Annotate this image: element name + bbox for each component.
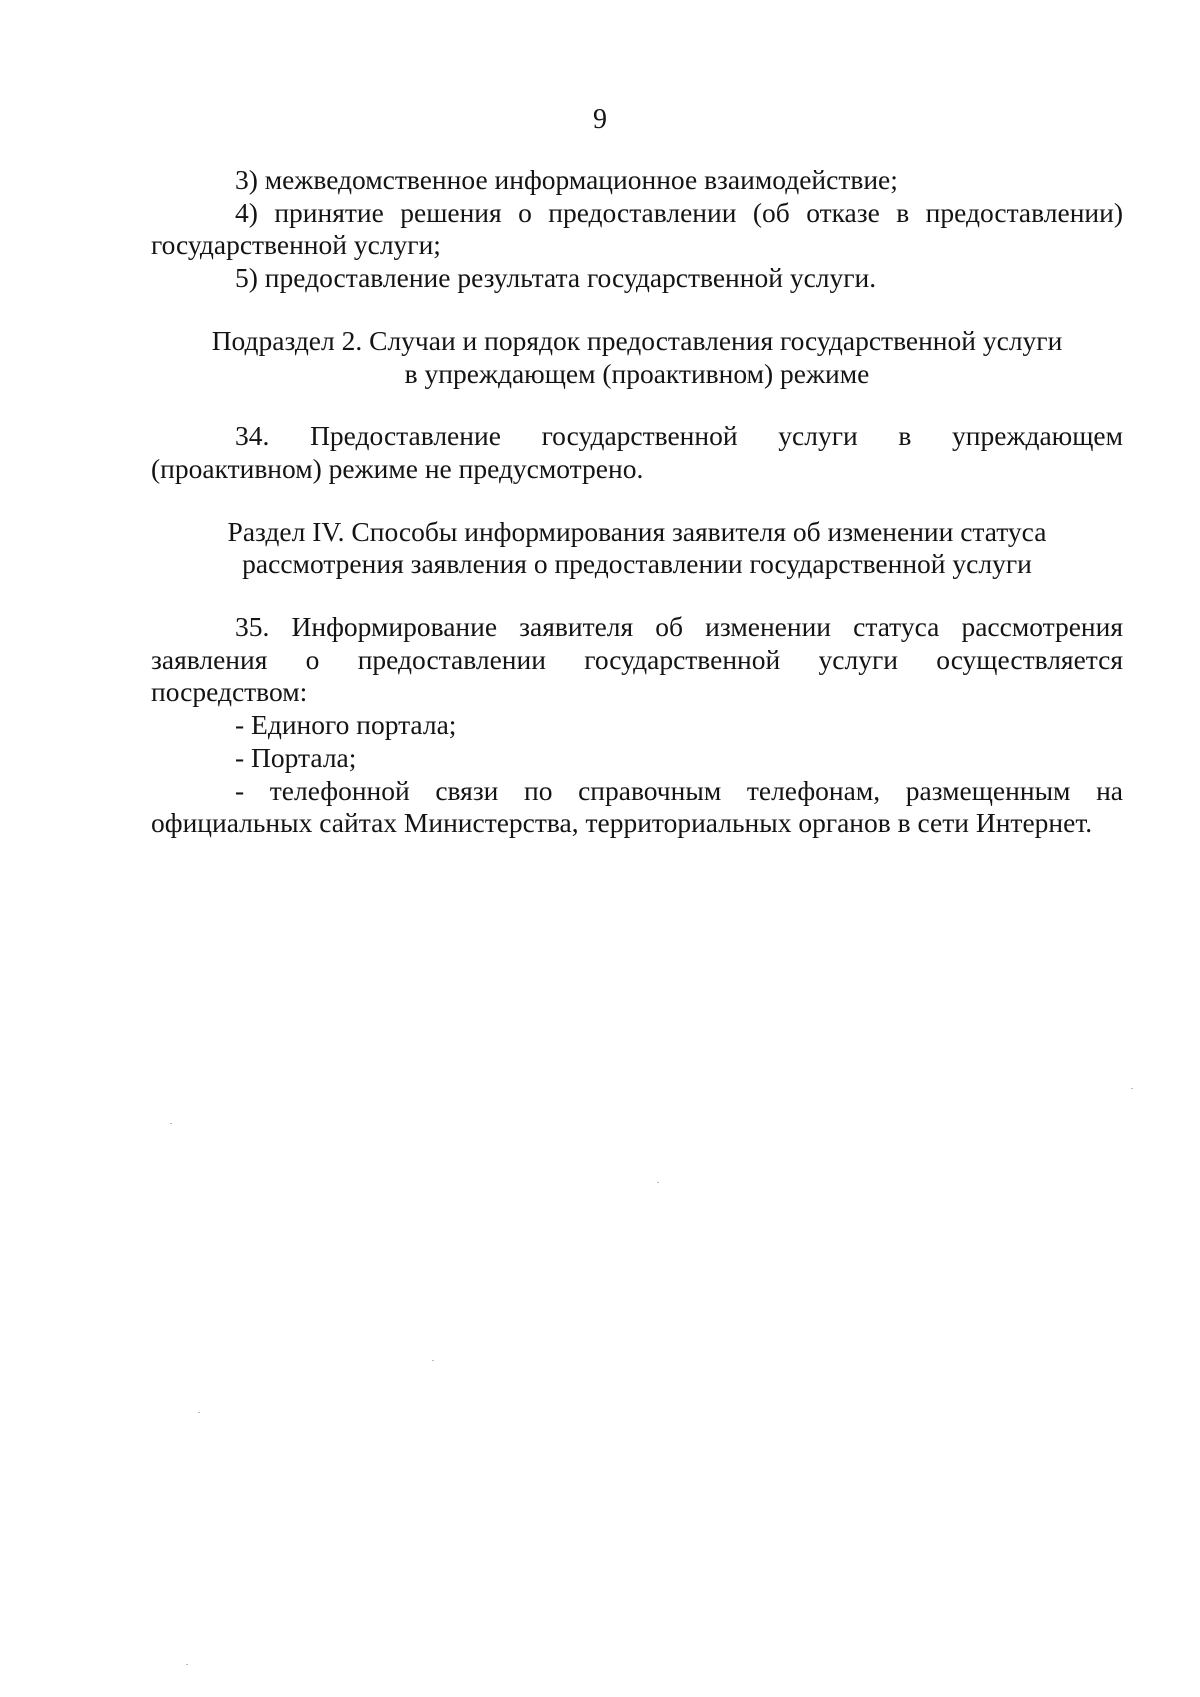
scan-speck bbox=[170, 1123, 172, 1124]
list-item-4: 4) принятие решения о предоставлении (об отказе в предоставлении) государственной услуги; bbox=[151, 196, 1123, 261]
list-item-3: 3) межведомственное информационное взаимодействие; bbox=[235, 164, 898, 195]
page-number: 9 bbox=[593, 104, 607, 135]
section-4-heading-line-1: Раздел IV. Способы информирования заявителя об изменении статуса bbox=[227, 515, 1047, 547]
subsection-2-heading-line-2: в упреждающем (проактивном) режиме bbox=[404, 357, 870, 389]
scan-speck bbox=[1131, 1088, 1133, 1089]
scan-speck bbox=[657, 1182, 659, 1183]
scan-speck bbox=[198, 1412, 200, 1413]
paragraph-34: 34. Предоставление государственной услуги в упреждающем (проактивном) режиме не предусмотрено. bbox=[151, 420, 1123, 484]
subsection-2-heading bbox=[151, 325, 1123, 390]
paragraph-35-item-2: - Портала; bbox=[235, 741, 357, 773]
scan-speck bbox=[432, 1360, 434, 1361]
scan-speck bbox=[186, 1664, 188, 1665]
paragraph-35-item-3: - телефонной связи по справочным телефонам, размещенным на официальных сайтах Министерства, территориальных органов в сети Интернет. bbox=[151, 774, 1123, 839]
list-item-5: 5) предоставление результата государственной услуги. bbox=[235, 262, 877, 294]
section-4-heading-line-2: рассмотрения заявления о предоставлении государственной услуги bbox=[242, 548, 1032, 580]
paragraph-35-intro: 35. Информирование заявителя об изменении статуса рассмотрения заявления о предоставлении государственной услуги осуществляется посредством: bbox=[151, 611, 1123, 708]
subsection-2-heading-line-1: Подраздел 2. Случаи и порядок предоставления государственной услуги bbox=[211, 324, 1063, 356]
page-content bbox=[151, 164, 1123, 840]
paragraph-35-item-1: - Единого портала; bbox=[235, 709, 457, 741]
section-4-heading bbox=[151, 516, 1123, 581]
